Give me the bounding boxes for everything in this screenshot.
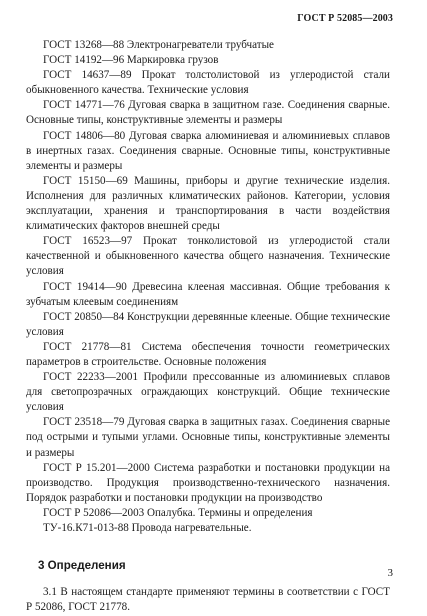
reference-item: ГОСТ 14192—96 Маркировка грузов	[43, 54, 219, 67]
page-body	[26, 38, 390, 615]
reference-item: ГОСТ 15150—69 Машины, приборы и другие технические изделия. Исполнения для различных климатических районов. Категории, условия эксплуатации, хранения и транспортирования в части воздействия климатических факторов внешней среды	[26, 174, 390, 233]
reference-item: ГОСТ Р 15.201—2000 Система разработки и постановки продукции на производство. Продукция производственно-технического назначения. Порядок разработки и постановки продукции на производство	[26, 461, 390, 504]
section-heading: 3 Определения	[38, 559, 126, 573]
reference-item: ГОСТ 16523—97 Прокат тонколистовой из углеродистой стали качественной и обыкновенного качества общего назначения. Технические условия	[26, 235, 390, 278]
reference-item: ГОСТ 22233—2001 Профили прессованные из алюминиевых сплавов для светопрозрачных ограждающих конструкций. Общие технические условия	[26, 371, 390, 414]
page-number: 3	[387, 567, 393, 579]
reference-item: ГОСТ 23518—79 Дуговая сварка в защитных газах. Соединения сварные под острыми и тупыми углами. Основные типы, конструктивные элементы и размеры	[26, 416, 390, 459]
reference-item: ГОСТ 20850—84 Конструкции деревянные клееные. Общие технические условия	[26, 310, 390, 338]
standard-header: ГОСТ Р 52085—2003	[297, 13, 393, 24]
reference-item: ГОСТ 14637—89 Прокат толстолистовой из углеродистой стали обыкновенного качества. Технические условия	[26, 69, 390, 97]
normative-references-list	[26, 38, 390, 536]
section-paragraph: 3.1 В настоящем стандарте применяют термины в соответствии с ГОСТ Р 52086, ГОСТ 21778.	[26, 586, 390, 614]
reference-item: ГОСТ 14806—80 Дуговая сварка алюминиевая и алюминиевых сплавов в инертных газах. Соединения сварные. Основные типы, конструктивные элементы и размеры	[26, 129, 390, 172]
reference-item: ТУ-16.К71-013-88 Провода нагревательные.	[43, 522, 252, 534]
reference-item: ГОСТ 13268—88 Электронагреватели трубчатые	[43, 39, 274, 51]
reference-item: ГОСТ 19414—90 Древесина клееная массивная. Общие требования к зубчатым клеевым соединениям	[26, 280, 390, 308]
reference-item: ГОСТ Р 52086—2003 Опалубка. Термины и определения	[43, 506, 313, 519]
reference-item: ГОСТ 14771—76 Дуговая сварка в защитном газе. Соединения сварные. Основные типы, конструктивные элементы и размеры	[26, 99, 390, 127]
reference-item: ГОСТ 21778—81 Система обеспечения точности геометрических параметров в строительстве. Основные положения	[26, 340, 390, 368]
